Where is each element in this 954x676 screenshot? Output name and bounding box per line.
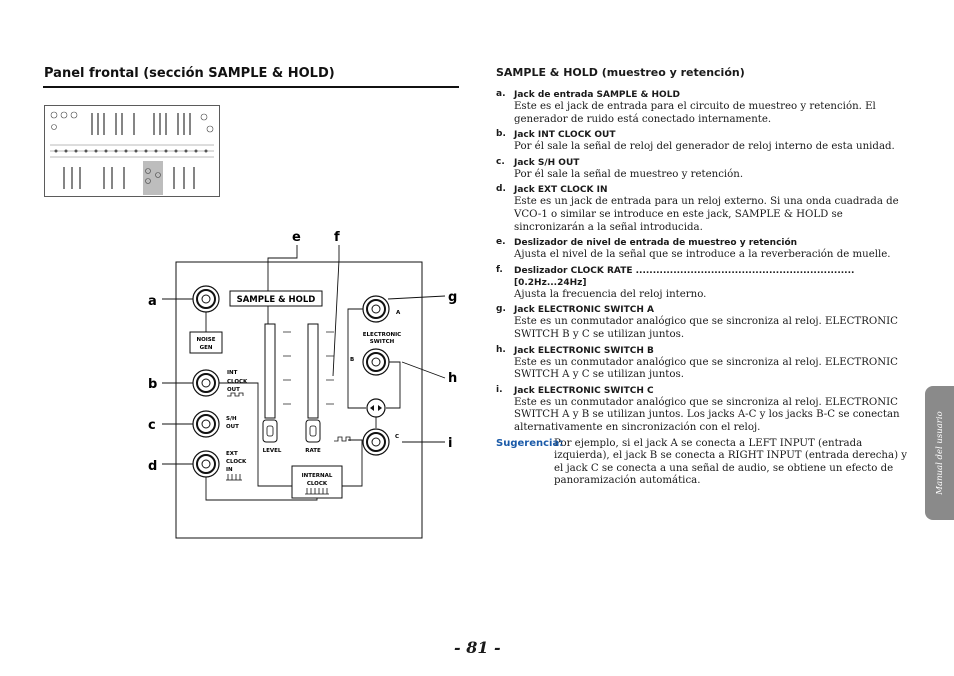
ext-clock-label: CLOCK (226, 459, 247, 465)
jack-electronic-switch-c[interactable] (363, 429, 389, 455)
electronic-label: ELECTRONIC (362, 332, 402, 338)
noise-gen-line2: GEN (199, 345, 213, 351)
list-item (496, 237, 916, 262)
int-clock-label: CLOCK (227, 379, 248, 385)
side-tab (925, 386, 954, 520)
callout-d: d (148, 459, 158, 474)
jack-a-label: A (396, 310, 401, 316)
callout-f: f (334, 230, 340, 245)
int-out-label: OUT (227, 387, 240, 393)
item-heading: Deslizador de nivel de entrada de muestreo y retención (514, 238, 798, 249)
front-panel-thumbnail (44, 105, 220, 197)
item-letter: g. (496, 304, 506, 315)
item-letter: i. (496, 384, 503, 395)
jack-ext-clock-in[interactable] (193, 451, 219, 477)
jack-electronic-switch-b[interactable] (363, 349, 389, 375)
item-letter: b. (496, 129, 506, 140)
callout-g: g (448, 290, 458, 305)
item-description: Ajusta la frecuencia del reloj interno. (514, 288, 707, 300)
callout-h: h (448, 371, 458, 386)
section-title: Panel frontal (sección SAMPLE & HOLD) (44, 66, 335, 81)
item-letter: h. (496, 344, 506, 355)
list-item (496, 129, 916, 154)
item-heading: Deslizador CLOCK RATE ................................................................ [0.2Hz...24Hz] (514, 265, 855, 288)
rate-label: RATE (305, 448, 321, 454)
list-item (496, 304, 916, 341)
item-heading: Jack ELECTRONIC SWITCH B (514, 345, 654, 356)
side-tab-label: Manual del usuario (934, 411, 945, 495)
item-letter: d. (496, 184, 506, 195)
hint-label: Sugerencia: (496, 437, 564, 449)
jack-int-clock-out[interactable] (193, 370, 219, 396)
jack-b-label: B (350, 357, 355, 363)
item-heading: Jack de entrada SAMPLE & HOLD (514, 90, 680, 100)
jack-electronic-switch-a[interactable] (363, 296, 389, 322)
callout-e: e (292, 230, 301, 245)
panel-label: SAMPLE & HOLD (236, 295, 316, 305)
jack-sample-hold-input[interactable] (193, 286, 219, 312)
page-number: - 81 - (454, 638, 501, 657)
item-letter: c. (496, 156, 505, 167)
level-label: LEVEL (262, 448, 282, 454)
callout-c: c (148, 418, 156, 433)
sh-label: S/H (226, 416, 237, 422)
hint-block (496, 438, 916, 488)
item-description: Por él sale la señal de reloj del generador de reloj interno de esta unidad. (514, 141, 895, 153)
item-description: Este es un jack de entrada para un reloj externo. Si una onda cuadrada de VCO-1 o similar se introduce en este jack, SAMPLE & HOLD se sincronizarán a la señal introducida. (514, 196, 899, 233)
item-description: Este es un conmutador analógico que se sincroniza al reloj. ELECTRONIC SWITCH A y C se utilizan juntos. (514, 356, 898, 381)
callout-b: b (148, 377, 158, 392)
item-heading: Jack EXT CLOCK IN (514, 185, 608, 196)
noise-gen-line1: NOISE (196, 337, 216, 343)
rate-slider[interactable] (306, 324, 320, 442)
hint-text: Por ejemplo, si el jack A se conecta a LEFT INPUT (entrada izquierda), el jack B se conecta a RIGHT INPUT (entrada derecha) y el jack C se conecta a una señal de audio, se obtiene un efecto de panoramización automática. (554, 437, 908, 487)
jack-c-label: C (395, 434, 400, 440)
int-label: INT (227, 370, 238, 376)
list-item (496, 345, 916, 382)
internal-clock-label: CLOCK (306, 481, 328, 487)
callout-i: i (448, 436, 453, 451)
item-letter: e. (496, 237, 506, 248)
item-letter: a. (496, 89, 506, 99)
item-description: Este es un conmutador analógico que se sincroniza al reloj. ELECTRONIC SWITCH A y B se utilizan juntos. Los jacks A-C y los jacks B-C se conectan alternativamente en sincronización con el reloj. (514, 396, 900, 433)
jack-sh-out[interactable] (193, 411, 219, 437)
ext-label: EXT (226, 451, 238, 457)
list-item (496, 157, 916, 182)
list-item (496, 184, 916, 234)
item-description: Este es el jack de entrada para el circuito de muestreo y retención. El generador de ruido está conectado internamente. (514, 101, 876, 125)
item-letter: f. (496, 264, 503, 275)
ext-in-label: IN (226, 467, 233, 473)
title-divider (43, 86, 459, 88)
switch-label: SWITCH (369, 339, 395, 345)
item-heading: Jack INT CLOCK OUT (514, 130, 616, 141)
item-heading: Jack ELECTRONIC SWITCH C (514, 385, 654, 396)
item-description: Por él sale la señal de muestreo y retención. (514, 168, 744, 180)
item-heading: Jack ELECTRONIC SWITCH A (514, 305, 654, 316)
level-slider[interactable] (263, 324, 277, 442)
callout-a: a (148, 294, 157, 309)
item-description: Ajusta el nivel de la señal que se introduce a la reverberación de muelle. (514, 249, 891, 261)
sh-out-label: OUT (226, 424, 239, 430)
item-description: Este es un conmutador analógico que se sincroniza al reloj. ELECTRONIC SWITCH B y C se utilizan juntos. (514, 316, 898, 340)
description-column (496, 66, 916, 488)
list-item (496, 265, 916, 302)
item-heading: Jack S/H OUT (514, 157, 580, 168)
sample-hold-diagram (140, 228, 460, 548)
internal-label: INTERNAL (301, 473, 333, 479)
list-item (496, 89, 916, 126)
description-title: SAMPLE & HOLD (muestreo y retención) (496, 66, 745, 79)
list-item (496, 385, 916, 435)
